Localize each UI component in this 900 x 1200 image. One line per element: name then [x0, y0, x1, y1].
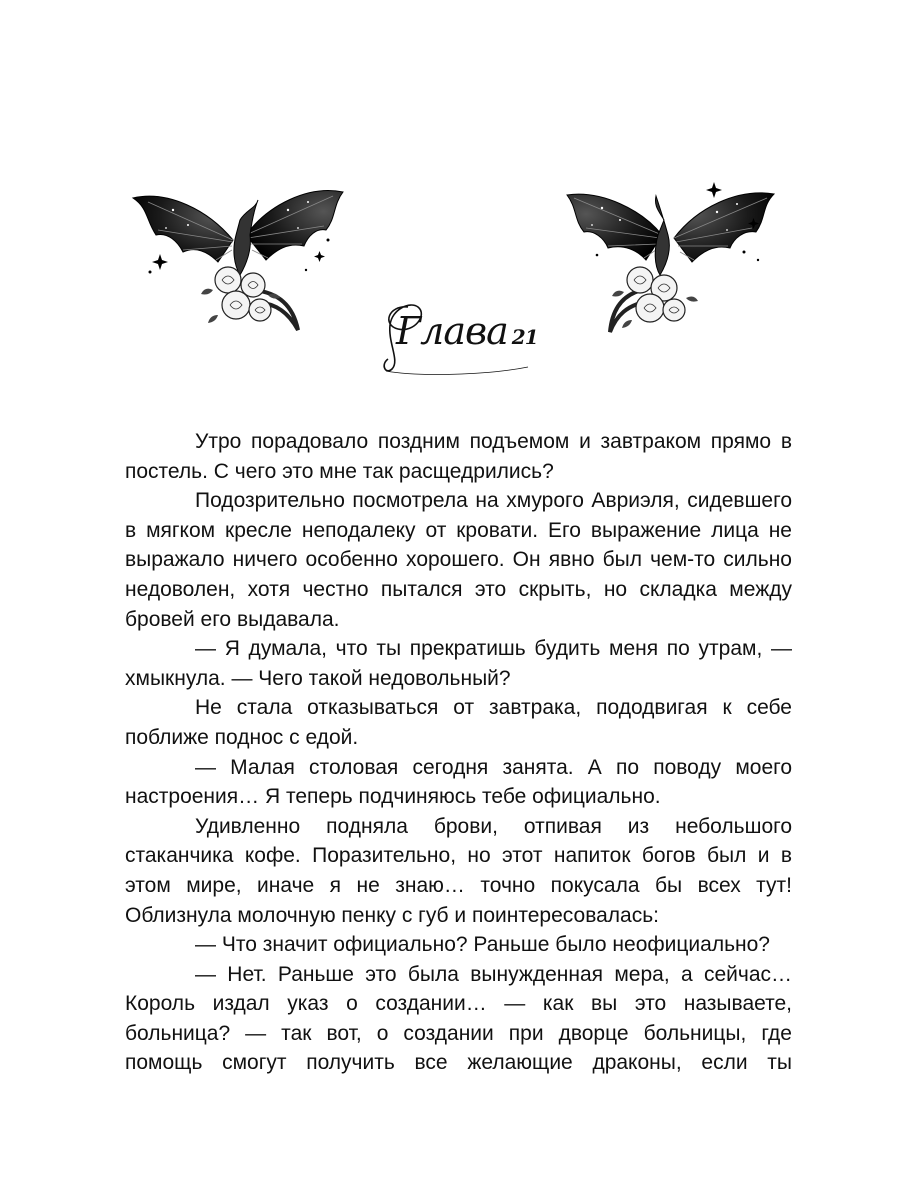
chapter-number: 21	[511, 325, 538, 349]
paragraph: Подозрительно посмотрела на хмурого Авриэля, сидевшего в мягком кресле неподалеку от кровати. Его выражение лица не выражало ничего особенно хорошего. Он явно был чем-то сильно недоволен, хотя честно пытался это скрыть, но складка между бровей его выдавала.	[125, 489, 792, 631]
dragon-with-roses-icon	[128, 180, 348, 340]
paragraph: Удивленно подняла брови, отпивая из небольшого стаканчика кофе. Поразительно, но этот напиток богов был и в этом мире, иначе я не знаю… точно покусала бы всех тут! Облизнула молочную пенку с губ и поинтересовалась:	[125, 814, 792, 927]
chapter-header	[0, 175, 900, 405]
paragraph: — Что значит официально? Раньше было неофициально?	[195, 933, 770, 957]
paragraph: — Малая столовая сегодня занята. А по поводу моего настроения… Я теперь подчиняюсь тебе официально.	[125, 755, 792, 809]
chapter-title	[378, 295, 558, 375]
dragon-with-roses-icon	[562, 180, 782, 340]
chapter-word: Глава	[396, 309, 508, 353]
paragraph: — Я думала, что ты прекратишь будить меня по утрам, — хмыкнула. — Чего такой недовольный?	[125, 637, 792, 690]
paragraph: Утро порадовало поздним подъемом и завтраком прямо в постель. С чего это мне так расщедрились?	[125, 430, 792, 483]
paragraph: Не стала отказываться от завтрака, пододвигая к себе поближе поднос с едой.	[125, 696, 792, 749]
chapter-body	[125, 427, 792, 1078]
paragraph: — Нет. Раньше это была вынужденная мера, а сейчас… Король издал указ о создании… — как вы это называете, больница? — так вот, о создании при дворце больницы, где помощь смогут получить все желающие драконы, если ты	[125, 962, 792, 1075]
chapter-title-text	[396, 309, 538, 359]
